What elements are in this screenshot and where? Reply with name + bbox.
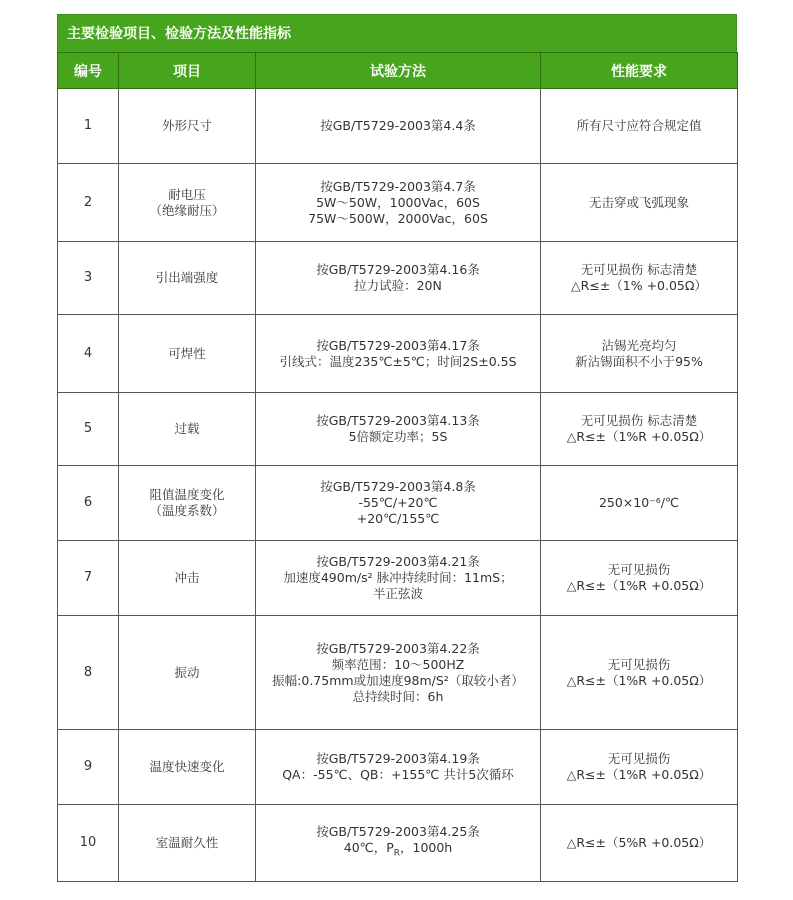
cell-no: 6 (58, 466, 119, 541)
cell-method-line: 总持续时间：6h (352, 688, 444, 704)
cell-requirement-line: 无可见损伤 标志清楚 (580, 413, 698, 428)
cell-method-line: 按GB/T5729-2003第4.4条 (320, 118, 476, 133)
table-row (58, 616, 738, 730)
cell-no: 3 (58, 242, 119, 315)
cell-item-line: （绝缘耐压） (149, 202, 225, 218)
cell-requirement (541, 466, 738, 541)
cell-method (256, 393, 541, 466)
cell-no: 7 (58, 541, 119, 616)
header-method: 试验方法 (256, 53, 541, 89)
cell-method-line: 按GB/T5729-2003第4.16条 (316, 262, 480, 277)
cell-requirement-line: △R≤±（1%R +0.05Ω） (566, 672, 712, 688)
cell-no: 9 (58, 730, 119, 805)
cell-item-line: 耐电压 (168, 186, 206, 202)
cell-requirement (541, 315, 738, 393)
header-requirement: 性能要求 (541, 53, 738, 89)
table-row (58, 89, 738, 164)
cell-item (119, 466, 256, 541)
cell-method (256, 89, 541, 164)
cell-item-line: 温度快速变化 (149, 759, 225, 774)
cell-item-line: （温度系数） (149, 503, 225, 518)
cell-requirement (541, 89, 738, 164)
cell-method (256, 164, 541, 242)
cell-requirement-line: 无可见损伤 (607, 751, 671, 766)
cell-item-line: 阻值温度变化 (149, 487, 225, 502)
cell-item (119, 315, 256, 393)
cell-method-line: 加速度490m/s² 脉冲持续时间：11mS； (283, 570, 513, 585)
cell-item (119, 164, 256, 242)
cell-method-line: 按GB/T5729-2003第4.13条 (316, 413, 480, 428)
cell-method-line: 振幅:0.75mm或加速度98m/S²（取较小者） (272, 672, 524, 688)
cell-method-line: -55℃/+20℃ (358, 495, 438, 510)
cell-method-line: 引线式：温度235℃±5℃；时间2S±0.5S (279, 353, 517, 369)
cell-requirement-line: 无可见损伤 (607, 656, 671, 672)
cell-requirement-line: 所有尺寸应符合规定值 (576, 118, 702, 133)
cell-requirement (541, 730, 738, 805)
cell-method (256, 242, 541, 315)
cell-no: 5 (58, 393, 119, 466)
cell-item (119, 805, 256, 882)
cell-requirement (541, 393, 738, 466)
cell-method-line: 5W～50W，1000Vac，60S (316, 194, 480, 210)
table-row (58, 315, 738, 393)
cell-requirement-line: 无击穿或飞弧现象 (588, 194, 689, 210)
cell-method (256, 466, 541, 541)
cell-method-line: 5倍额定功率；5S (348, 429, 448, 444)
cell-item (119, 242, 256, 315)
cell-no: 8 (58, 616, 119, 730)
cell-requirement (541, 541, 738, 616)
header-no: 编号 (58, 53, 119, 89)
table-row (58, 730, 738, 805)
cell-item-line: 过载 (174, 421, 200, 436)
cell-method (256, 541, 541, 616)
cell-method-line: 半正弦波 (372, 586, 423, 601)
cell-method-line: 按GB/T5729-2003第4.25条 (316, 824, 480, 840)
table-row (58, 541, 738, 616)
table-row (58, 164, 738, 242)
cell-item-line: 引出端强度 (155, 270, 219, 285)
cell-requirement (541, 805, 738, 882)
cell-item (119, 730, 256, 805)
header-row (58, 53, 738, 89)
cell-method-line: 按GB/T5729-2003第4.8条 (320, 479, 476, 494)
cell-item (119, 541, 256, 616)
cell-item (119, 393, 256, 466)
spec-table-container (57, 14, 737, 882)
cell-item-line: 外形尺寸 (161, 118, 212, 133)
cell-requirement-line: 无可见损伤 标志清楚 (580, 262, 698, 277)
cell-requirement-line: △R≤±（1%R +0.05Ω） (566, 767, 712, 782)
table-body (58, 89, 738, 882)
cell-method-line: 按GB/T5729-2003第4.19条 (316, 751, 480, 766)
cell-item-line: 室温耐久性 (155, 835, 219, 850)
cell-requirement-line: △R≤±（5%R +0.05Ω） (566, 835, 712, 850)
cell-requirement-line: △R≤±（1% +0.05Ω） (571, 278, 707, 293)
cell-method-line: 频率范围：10～500HZ (331, 656, 465, 672)
cell-requirement-line: △R≤±（1%R +0.05Ω） (566, 578, 712, 593)
cell-method (256, 730, 541, 805)
cell-method-line: 拉力试验：20N (354, 278, 442, 293)
table-row (58, 805, 738, 882)
cell-method-line: 按GB/T5729-2003第4.22条 (316, 640, 480, 656)
cell-method-line: 40℃，$P_R$，1000h (343, 840, 453, 859)
cell-no: 4 (58, 315, 119, 393)
cell-method-line: 按GB/T5729-2003第4.21条 (316, 554, 480, 569)
cell-requirement (541, 242, 738, 315)
cell-item-line: 振动 (174, 664, 200, 680)
cell-method-line: 按GB/T5729-2003第4.17条 (316, 337, 480, 353)
cell-item (119, 89, 256, 164)
cell-method-line: 75W～500W，2000Vac，60S (308, 210, 488, 226)
cell-item-line: 冲击 (174, 570, 200, 585)
cell-method-line: QA：-55℃、QB：+155℃ 共计5次循环 (282, 767, 514, 782)
cell-no: 1 (58, 89, 119, 164)
cell-method-line: +20℃/155℃ (356, 511, 440, 526)
inspection-table (57, 52, 738, 882)
cell-method (256, 315, 541, 393)
table-title: 主要检验项目、检验方法及性能指标 (57, 14, 737, 52)
table-row (58, 393, 738, 466)
cell-method-line: 按GB/T5729-2003第4.7条 (320, 178, 476, 194)
table-row (58, 466, 738, 541)
cell-requirement-line: △R≤±（1%R +0.05Ω） (566, 429, 712, 444)
cell-no: 10 (58, 805, 119, 882)
cell-item (119, 616, 256, 730)
cell-requirement (541, 164, 738, 242)
table-row (58, 242, 738, 315)
cell-requirement-line: 250×10⁻⁶/℃ (598, 495, 680, 510)
cell-requirement-line: 无可见损伤 (607, 562, 671, 577)
cell-method (256, 616, 541, 730)
cell-method (256, 805, 541, 882)
cell-requirement (541, 616, 738, 730)
cell-item-line: 可焊性 (168, 345, 206, 361)
header-item: 项目 (119, 53, 256, 89)
cell-requirement-line: 新沾锡面积不小于95% (575, 353, 703, 369)
cell-requirement-line: 沾锡光亮均匀 (601, 337, 677, 353)
cell-no: 2 (58, 164, 119, 242)
